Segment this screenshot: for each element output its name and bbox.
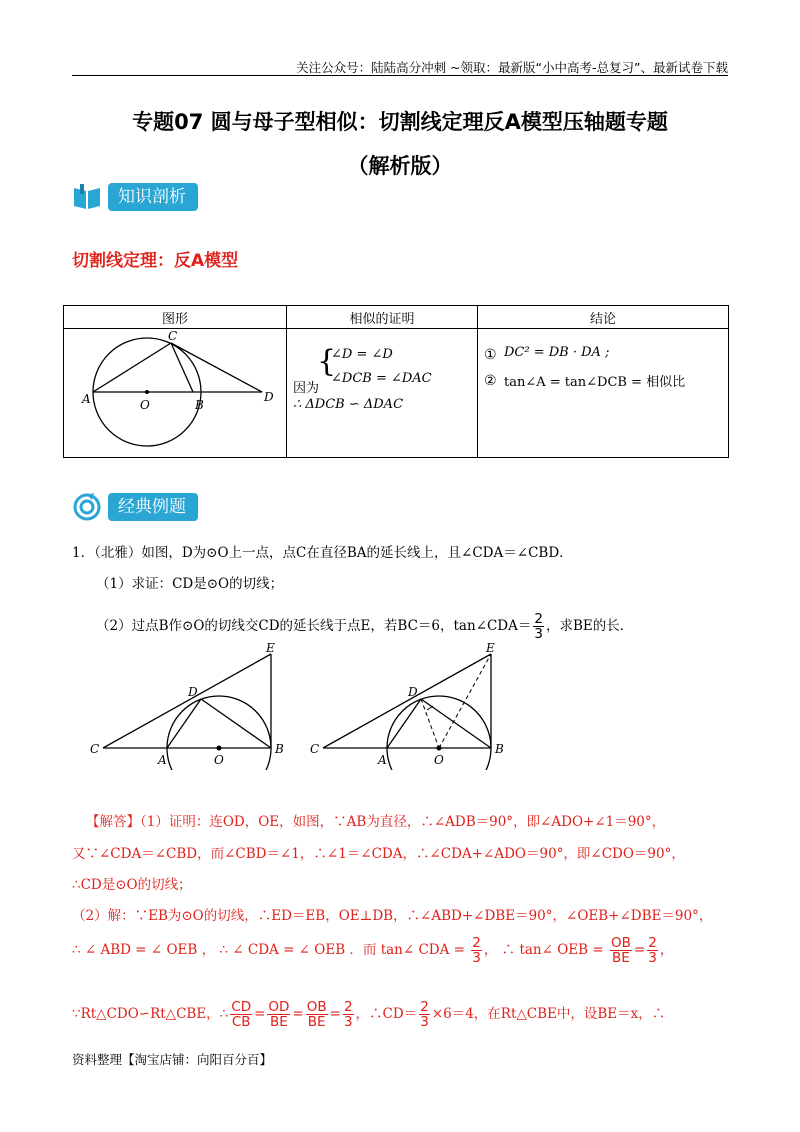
section-banner-examples xyxy=(72,490,198,524)
fraction: $\frac{2}{3}$ xyxy=(534,611,543,643)
fraction: $\frac{2}{3}$ xyxy=(648,935,657,967)
answer-line-1: 【解答】（1）证明：连OD，OE，如图，∵AB为直径，∴∠ADB＝90°，即∠ADO+∠1＝90°， xyxy=(86,814,666,830)
label-A: A xyxy=(378,753,387,767)
problem-part-2 xyxy=(96,612,633,641)
label-D: D xyxy=(188,685,198,699)
label-A: A xyxy=(158,753,167,767)
answer-line-3: ∴CD是⊙O的切线； xyxy=(72,877,192,893)
book-icon xyxy=(72,182,102,212)
page-subtitle: （解析版） xyxy=(347,154,453,178)
page-title: 专题07 圆与母子型相似：切割线定理反A模型压轴题专题 xyxy=(132,110,668,134)
fraction: $\frac{OD}{BE}$ xyxy=(268,999,290,1031)
conclusion-num-2: ② xyxy=(484,373,497,389)
conclusion-num-1: ① xyxy=(484,347,497,363)
swirl-icon xyxy=(72,492,102,522)
conclusion-1: DC² = DB · DA ; xyxy=(504,345,610,360)
proof-line-1: ∠D = ∠D xyxy=(331,347,393,362)
problem-part-2-tail: ，求BE的长． xyxy=(545,618,634,635)
table-cell-proof xyxy=(287,329,478,458)
table-header-proof: 相似的证明 xyxy=(287,306,478,329)
proof-line-2: ∠DCB = ∠DAC xyxy=(331,371,432,386)
label-B: B xyxy=(495,742,504,756)
problem-part-1: （1）求证：CD是⊙O的切线； xyxy=(96,576,284,592)
answer-line-2: 又∵∠CDA＝∠CBD，而∠CBD＝∠1，∴∠1＝∠CDA，∴∠CDA+∠ADO＝90°，即∠CDO＝90°， xyxy=(72,846,685,862)
section-heading: 切割线定理：反A模型 xyxy=(72,251,239,271)
example-figure-right xyxy=(300,640,600,770)
table-cell-conclusion xyxy=(478,329,729,458)
similarity-table xyxy=(63,305,729,458)
answer-line-4: （2）解：∵EB为⊙O的切线，∴ED＝EB，OE⊥DB，∴∠ABD+∠DBE＝90°，∠OEB+∠DBE＝90°， xyxy=(72,908,713,924)
banner-label: 知识剖析 xyxy=(108,183,198,211)
fraction: $\frac{2}{3}$ xyxy=(472,935,481,967)
conclusion-2: tan∠A = tan∠DCB = 相似比 xyxy=(504,375,686,390)
fraction: $\frac{CD}{CB}$ xyxy=(231,999,252,1031)
page-footer: 资料整理【淘宝店铺：向阳百分百】 xyxy=(72,1052,273,1067)
proof-because: 因为 xyxy=(293,381,320,396)
fraction: $\frac{2}{3}$ xyxy=(343,999,353,1031)
banner-label: 经典例题 xyxy=(108,493,198,521)
label-C: C xyxy=(310,742,320,756)
table-header-conclusion: 结论 xyxy=(478,306,729,329)
answer-line-5: ∴ ∠ ABD = ∠ OEB ， ∴ ∠ CDA = ∠ OEB ．而 tan∠ CDA = $\frac{2}{3}$ ， ∴ tan∠ OEB = $\frac{OB}{BE}$ = $\frac{2}{3}$ ， xyxy=(72,935,674,967)
label-E: E xyxy=(486,641,495,655)
label-E: E xyxy=(266,641,275,655)
fraction: $\frac{OB}{BE}$ xyxy=(610,935,631,967)
label-B: B xyxy=(195,398,204,412)
label-C: C xyxy=(90,742,100,756)
answer-line-6: ∵Rt△CDO∽Rt△CBE，∴ $\frac{CD}{CB}$ = $\frac{OD}{BE}$ = $\frac{OB}{BE}$ = $\frac{2}{3}$ ，∴CD＝ $\frac{2}{3}$ ×6＝4，在Rt△CBE中，设BE＝x，∴ xyxy=(72,999,666,1031)
section-banner-knowledge xyxy=(72,180,198,214)
label-B: B xyxy=(275,742,284,756)
table-header-figure: 图形 xyxy=(64,306,287,329)
fraction: $\frac{2}{3}$ xyxy=(420,999,429,1031)
problem-statement: 1．（北雅）如图，D为⊙O上一点，点C在直径BA的延长线上，且∠CDA＝∠CBD． xyxy=(72,545,573,561)
label-C: C xyxy=(168,329,178,343)
fraction: $\frac{OB}{BE}$ xyxy=(306,999,327,1031)
page-header: 关注公众号：陆陆高分冲刺 ~领取：最新版“小中高考-总复习”、最新试卷下载 xyxy=(296,60,728,75)
header-rule xyxy=(72,75,728,76)
secant-tangent-figure xyxy=(64,329,286,453)
proof-brace: { xyxy=(317,344,337,379)
problem-part-2-text: （2）过点B作⊙O的切线交CD的延长线于点E，若BC＝6，tan∠CDA＝ xyxy=(96,618,532,635)
label-O: O xyxy=(214,753,224,767)
table-cell-figure xyxy=(64,329,287,458)
label-O: O xyxy=(434,753,444,767)
label-O: O xyxy=(140,398,150,412)
label-A: A xyxy=(82,392,91,406)
label-D: D xyxy=(264,390,274,404)
label-D: D xyxy=(408,685,418,699)
proof-line-3: ∴ ΔDCB ∽ ΔDAC xyxy=(293,397,404,412)
